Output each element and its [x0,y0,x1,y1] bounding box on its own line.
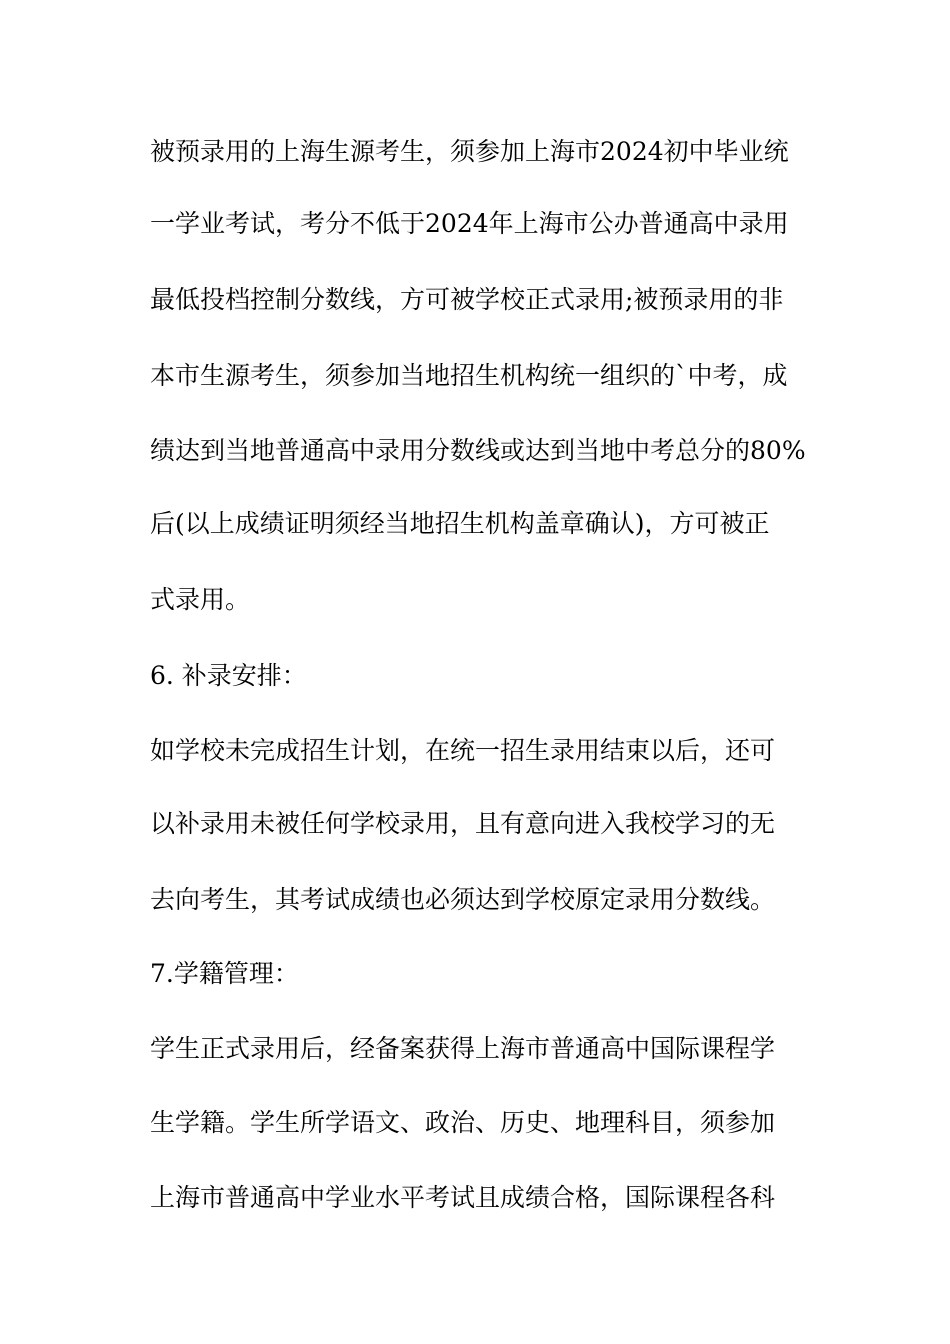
text-line: 后(以上成绩证明须经当地招生机构盖章确认)，方可被正 [150,509,770,538]
text-line: 本市生源考生，须参加当地招生机构统一组织的`中考，成 [150,361,788,390]
text-line: 被预录用的上海生源考生，须参加上海市2024初中毕业统 [150,137,789,166]
text-line: 如学校未完成招生计划，在统一招生录用结束以后，还可 [150,736,776,765]
section-heading: 6. 补录安排： [150,661,307,690]
text-line: 以补录用未被任何学校录用，且有意向进入我校学习的无 [150,809,776,838]
text-line: 最低投档控制分数线，方可被学校正式录用;被预录用的非 [150,285,784,314]
text-line: 上海市普通高中学业水平考试且成绩合格，国际课程各科 [150,1183,776,1212]
text-line: 学生正式录用后，经备案获得上海市普通高中国际课程学 [150,1034,776,1063]
text-line: 绩达到当地普通高中录用分数线或达到当地中考总分的80% [150,436,806,465]
text-line: 生学籍。学生所学语文、政治、历史、地理科目，须参加 [150,1108,776,1137]
text-line: 一学业考试，考分不低于2024年上海市公办普通高中录用 [150,209,789,238]
text-line: 去向考生，其考试成绩也必须达到学校原定录用分数线。 [150,885,776,914]
text-line: 式录用。 [150,585,251,614]
section-heading: 7.学籍管理： [150,959,299,988]
